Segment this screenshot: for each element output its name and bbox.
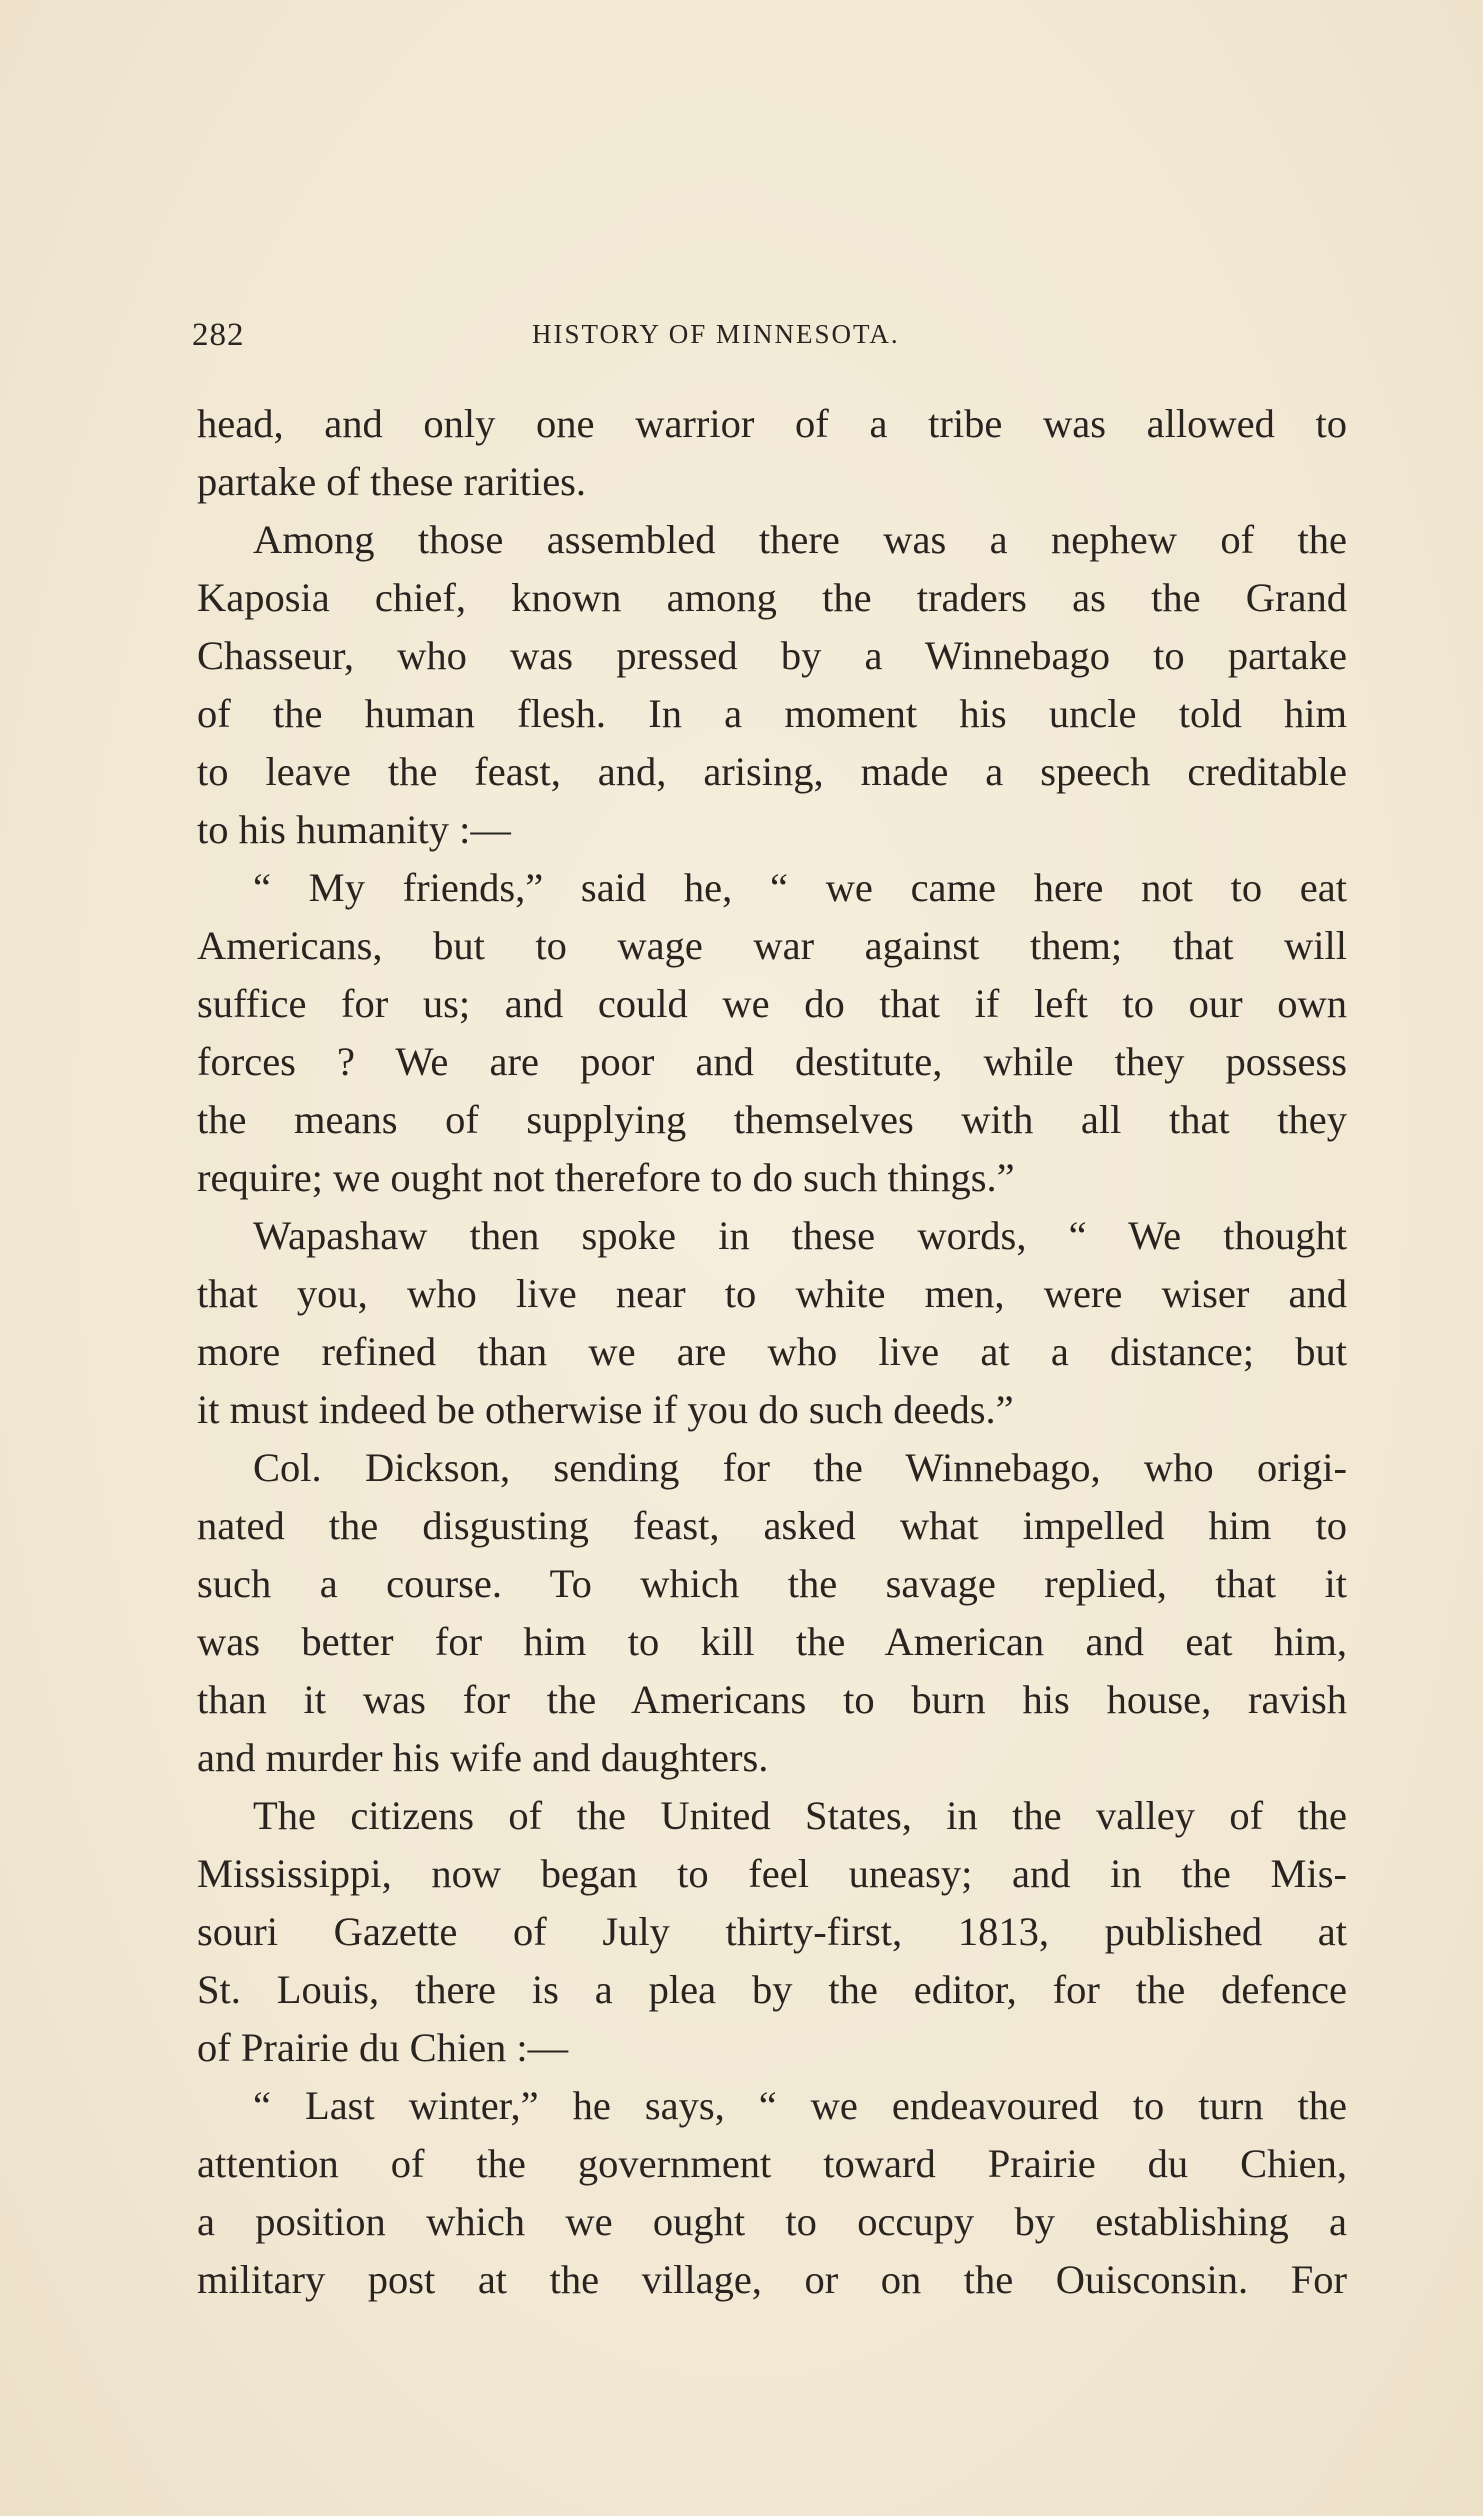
text-line: the means of supplying themselves with all that they (197, 1097, 1347, 1142)
text-line: The citizens of the United States, in the valley of the (253, 1793, 1347, 1838)
text-line: St. Louis, there is a plea by the editor, for the defence (197, 1967, 1347, 2012)
text-line: souri Gazette of July thirty-first, 1813, published at (197, 1909, 1347, 1954)
text-line: such a course. To which the savage replied, that it (197, 1561, 1347, 1606)
text-line: nated the disgusting feast, asked what impelled him to (197, 1503, 1347, 1548)
text-line: attention of the government toward Prairie du Chien, (197, 2141, 1347, 2186)
text-line: Chasseur, who was pressed by a Winnebago to partake (197, 633, 1347, 678)
text-line: more refined than we are who live at a distance; but (197, 1329, 1347, 1374)
text-line: head, and only one warrior of a tribe was allowed to (197, 401, 1347, 446)
text-line: Among those assembled there was a nephew of the (253, 517, 1347, 562)
text-line: forces ? We are poor and destitute, while they possess (197, 1039, 1347, 1084)
text-line: partake of these rarities. (197, 459, 587, 504)
page-number: 282 (192, 317, 245, 353)
text-line: Wapashaw then spoke in these words, “ We thought (253, 1213, 1347, 1258)
text-line: “ My friends,” said he, “ we came here not to eat (253, 865, 1347, 910)
text-line: to his humanity :— (197, 807, 511, 852)
body-text (197, 395, 1347, 2309)
text-line: suffice for us; and could we do that if left to our own (197, 981, 1347, 1026)
text-line: and murder his wife and daughters. (197, 1735, 769, 1780)
text-line: a position which we ought to occupy by establishing a (197, 2199, 1347, 2244)
text-line: than it was for the Americans to burn his house, ravish (197, 1677, 1347, 1722)
text-line: military post at the village, or on the Ouisconsin. For (197, 2257, 1347, 2302)
running-title: HISTORY OF MINNESOTA. (532, 319, 900, 349)
text-line: of the human flesh. In a moment his uncle told him (197, 691, 1347, 736)
running-head (192, 317, 982, 361)
text-line: that you, who live near to white men, were wiser and (197, 1271, 1347, 1316)
text-line: require; we ought not therefore to do such things.” (197, 1155, 1015, 1200)
text-line: it must indeed be otherwise if you do such deeds.” (197, 1387, 1014, 1432)
text-line: was better for him to kill the American and eat him, (197, 1619, 1347, 1664)
text-line: Mississippi, now began to feel uneasy; and in the Mis- (197, 1851, 1347, 1896)
text-line: to leave the feast, and, arising, made a speech creditable (197, 749, 1347, 794)
text-line: of Prairie du Chien :— (197, 2025, 569, 2070)
text-line: Col. Dickson, sending for the Winnebago, who origi- (253, 1445, 1347, 1490)
text-line: Americans, but to wage war against them; that will (197, 923, 1347, 968)
text-line: “ Last winter,” he says, “ we endeavoured to turn the (253, 2083, 1347, 2128)
text-line: Kaposia chief, known among the traders as the Grand (197, 575, 1347, 620)
